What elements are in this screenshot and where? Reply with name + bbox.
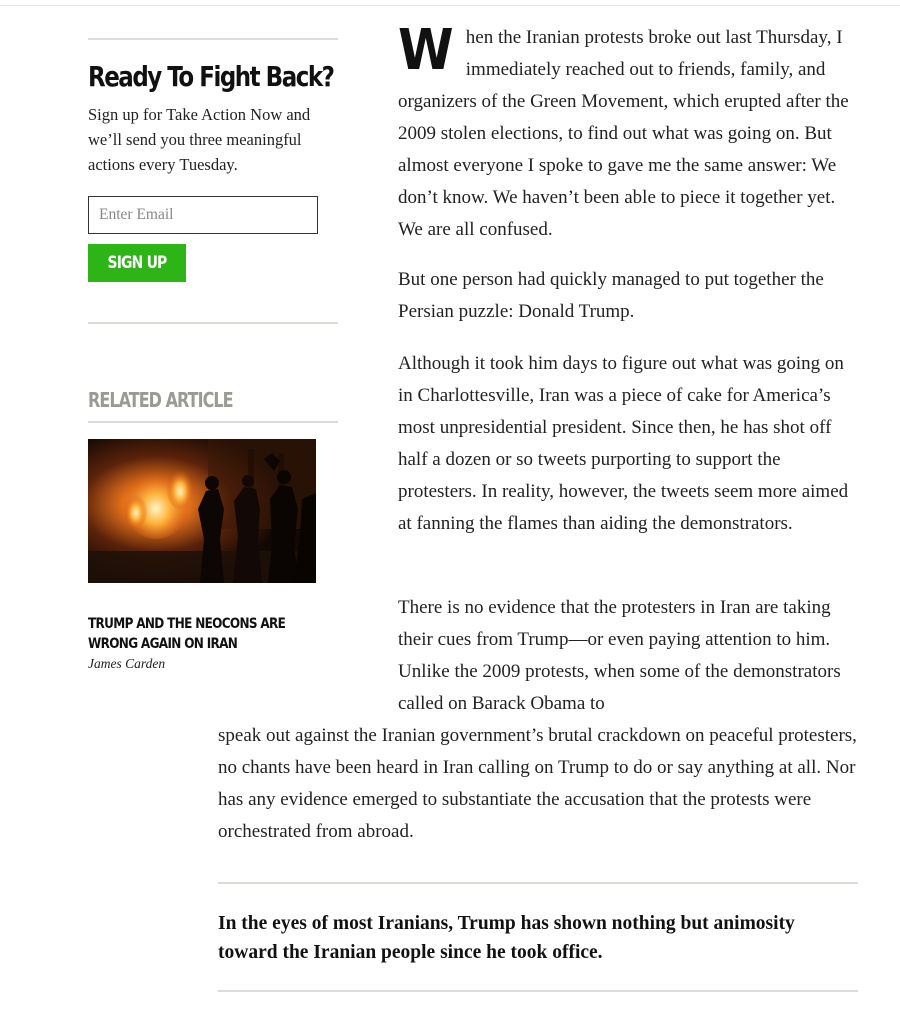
email-field[interactable]: [88, 196, 318, 234]
article-paragraph: speak out against the Iranian government’s brutal crackdown on peaceful protesters, no chants have been heard in Iran calling on Trump to do or say anything at all. Nor has any evidence emerged to substantiate the accusation that the protests were orchestrated from abroad.: [218, 725, 857, 842]
related-article-label: RELATED ARTICLE: [88, 388, 233, 412]
promo-title: Ready To Fight Back?: [88, 60, 334, 93]
protest-fire-image: [88, 439, 316, 583]
drop-cap: W: [398, 18, 454, 83]
related-article-author: James Carden: [88, 656, 166, 671]
article-paragraph: There is no evidence that the protesters in Iran are taking their cues from Trump—or even paying attention to him. Unlike the 2009 protests, when some of the demonstrators called on Barack Obama to: [398, 597, 841, 714]
pull-quote-bottom-divider: [218, 990, 858, 992]
signup-button-label: SIGN UP: [107, 253, 167, 273]
related-article-headline[interactable]: TRUMP AND THE NEOCONS ARE WRONG AGAIN ON IRAN: [88, 616, 286, 652]
article-paragraph: Although it took him days to figure out what was going on in Charlottesville, Iran was a piece of cake for America’s most unpresidential president. Since then, he has shot off half a dozen or so tweets purporting to support the protesters. In reality, however, the tweets seem more aimed at fanning the flames than aiding the demonstrators.: [398, 353, 849, 534]
signup-button[interactable]: [88, 244, 186, 282]
article-paragraph: But one person had quickly managed to put together the Persian puzzle: Donald Trump.: [398, 269, 824, 322]
promo-bottom-divider: [88, 322, 338, 324]
pull-quote-top-divider: [218, 882, 858, 884]
page-top-divider: [0, 5, 900, 6]
article-paragraph: hen the Iranian protests broke out last Thursday, I immediately reached out to friends, family, and organizers of the Green Movement, which erupted after the 2009 stolen elections, to find out what was going on. But almost everyone I spoke to gave me the same answer: We don’t know. We haven’t been able to piece it together yet. We are all confused.: [398, 27, 849, 240]
promo-description: Sign up for Take Action Now and we’ll send you three meaningful actions every Tuesday.: [88, 105, 311, 174]
first-paragraph: [398, 18, 860, 246]
related-article-divider: [88, 421, 338, 423]
related-article-image[interactable]: [88, 439, 316, 583]
promo-top-divider: [88, 38, 338, 40]
pull-quote: In the eyes of most Iranians, Trump has shown nothing but animosity toward the Iranian people since he took office.: [218, 913, 795, 963]
